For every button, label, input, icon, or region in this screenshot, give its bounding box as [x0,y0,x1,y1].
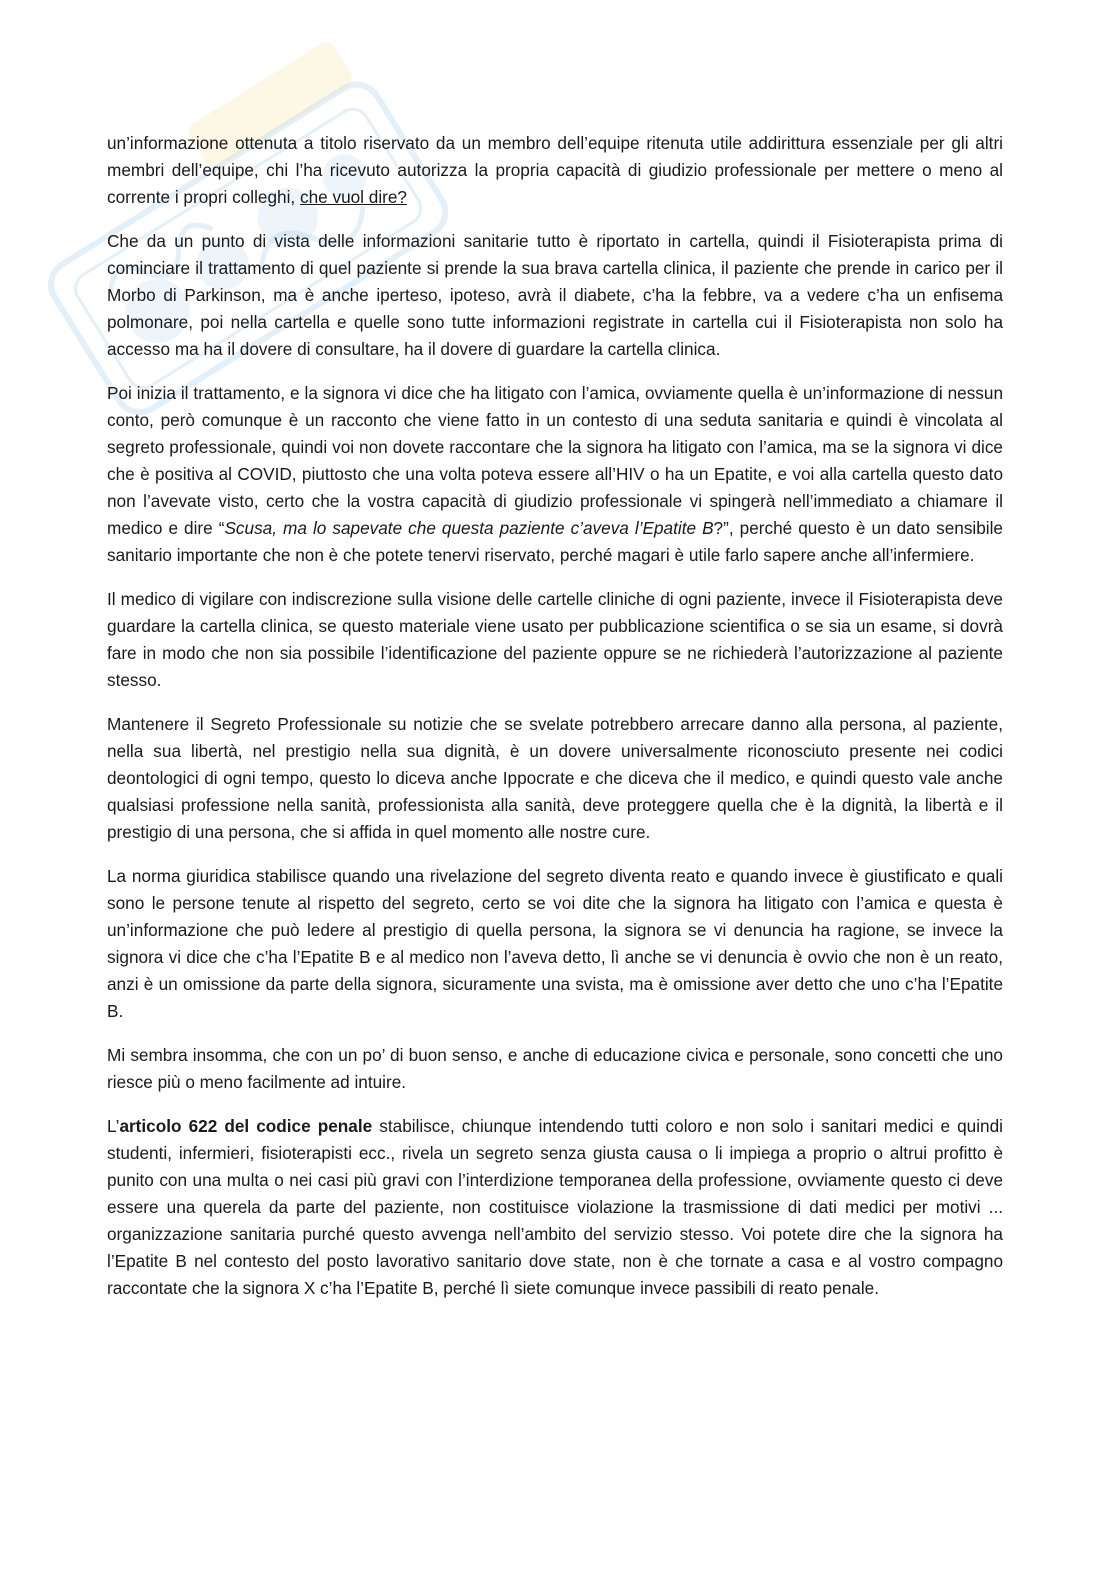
paragraph-2: Che da un punto di vista delle informazioni sanitarie tutto è riportato in cartella, quindi il Fisioterapista prima di cominciare il trattamento di quel paziente si prende la sua brava cartella clinica, il paziente che prende in carico per il Morbo di Parkinson, ma è anche iperteso, ipoteso, avrà il diabete, c’ha la febbre, va a vedere c’ha un enfisema polmonare, poi nella cartella e quelle sono tutte informazioni registrate in cartella cui il Fisioterapista non solo ha accesso ma ha il dovere di consultare, ha il dovere di guardare la cartella clinica. [107,231,1003,359]
paragraph-4: Il medico di vigilare con indiscrezione sulla visione delle cartelle cliniche di ogni paziente, invece il Fisioterapista deve guardare la cartella clinica, se questo materiale viene usato per pubblicazione scientifica o se sia un esame, si dovrà fare in modo che non sia possibile l’identificazione del paziente oppure se ne richiederà l’autorizzazione al paziente stesso. [107,589,1003,690]
paragraph-5: Mantenere il Segreto Professionale su notizie che se svelate potrebbero arrecare danno alla persona, al paziente, nella sua libertà, nel prestigio nella sua dignità, è un dovere universalmente riconosciuto presente nei codici deontologici di ogni tempo, questo lo diceva anche Ippocrate e che diceva che il medico, e quindi questo vale anche qualsiasi professione nella sanità, professionista alla sanità, deve proteggere quella che è la dignità, la libertà e il prestigio di una persona, che si affida in quel momento alle nostre cure. [107,714,1003,842]
paragraph-6: La norma giuridica stabilisce quando una rivelazione del segreto diventa reato e quando invece è giustificato e quali sono le persone tenute al rispetto del segreto, certo se voi dite che la signora ha litigato con l’amica e questa è un’informazione che può ledere al prestigio di quella persona, la signora se vi denuncia ha ragione, se invece la signora vi dice che c’ha l’Epatite B e al medico non l’aveva detto, lì anche se vi denuncia è ovvio che non è un reato, anzi è un omissione da parte della signora, sicuramente una svista, ma è omissione aver detto che uno c’ha l’Epatite B. [107,866,1003,1021]
paragraph-3-text-after: ?”, perché questo è un dato sensibile sanitario importante che non è che potete tenervi riservato, perché magari è utile farlo sapere anche all’infermiere. [107,518,1003,565]
bold-article-reference: articolo 622 del codice penale [119,1116,373,1136]
paragraph-3 [107,380,1003,569]
italic-quote: Scusa, ma lo sapevate che questa paziente c’aveva l’Epatite B [224,518,714,538]
paragraph-1-text: un’informazione ottenuta a titolo riservato da un membro dell’equipe ritenuta utile addirittura essenziale per gli altri membri dell’equipe, chi l’ha ricevuto autorizza la propria capacità di giudizio professionale per mettere o meno al corrente i propri colleghi, [107,133,1003,207]
paragraph-8 [107,1113,1003,1302]
paragraph-3-text: Poi inizia il trattamento, e la signora vi dice che ha litigato con l’amica, ovviamente quella è un’informazione di nessun conto, però comunque è un racconto che viene fatto in un contesto di una seduta sanitaria e quindi è vincolata al segreto professionale, quindi voi non dovete raccontare che la signora ha litigato con l’amica, ma se la signora vi dice che è positiva al COVID, piuttosto che una volta poteva essere all’HIV o ha un Epatite, e voi alla cartella questo dato non l’avevate visto, certo che la vostra capacità di giudizio professionale vi spingerà nell’immediato a chiamare il medico e dire “ [107,383,1003,538]
paragraph-8-text-after: stabilisce, chiunque intendendo tutti coloro e non solo i sanitari medici e quindi studenti, infermieri, fisioterapisti ecc., rivela un segreto senza giusta causa o li impiega a proprio o altrui profitto è punito con una multa o nei casi più gravi con l’interdizione temporanea della professione, ovviamente questo ci deve essere una querela da parte del paziente, non costituisce violazione la trasmissione di dati medici per motivi ... organizzazione sanitaria purché questo avvenga nell’ambito del servizio stesso. Voi potete dire che la signora ha l’Epatite B nel contesto del posto lavorativo sanitario dove state, non è che tornate a casa e al vostro compagno raccontate che la signora X c’ha l’Epatite B, perché lì siete comunque invece passibili di reato penale. [107,1116,1003,1298]
document-body [107,130,1003,1319]
paragraph-1 [107,130,1003,211]
paragraph-8-text: L’ [107,1116,120,1136]
underlined-question: che vuol dire? [299,187,407,207]
paragraph-7: Mi sembra insomma, che con un po’ di buon senso, e anche di educazione civica e personale, sono concetti che uno riesce più o meno facilmente ad intuire. [107,1045,1003,1092]
